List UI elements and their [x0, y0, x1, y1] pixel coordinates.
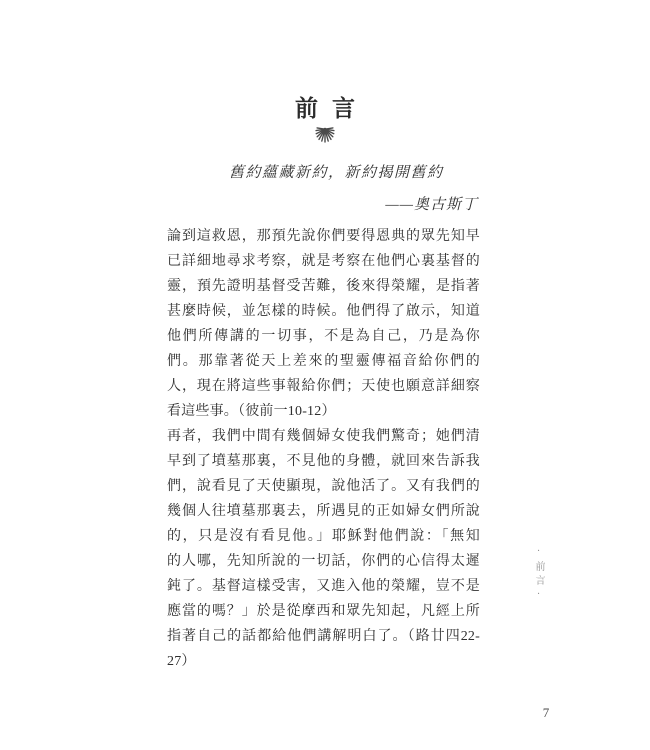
body-line: 再者，我們中間有幾個婦女使我們驚奇；她們清 [167, 429, 480, 444]
body-line: 早到了墳墓那裏，不見他的身體，就回來告訴我 [167, 454, 480, 469]
body-line: 鈍了。基督這樣受害，又進入他的榮耀，豈不是 [167, 579, 480, 594]
body-line: 甚麼時候，並怎樣的時候。他們得了啟示，知道 [167, 304, 480, 319]
body-line: 指著自己的話都給他們講解明白了。（路廿四22- [167, 629, 480, 644]
body-line: 27） [167, 654, 196, 669]
body-line: 們，說看見了天使顯現，說他活了。又有我們的 [167, 479, 480, 494]
body-text [167, 224, 480, 674]
page-title: 前言 [295, 96, 369, 121]
body-line: 的，只是沒有看見他。」耶穌對他們說：「無知 [167, 529, 480, 544]
body-line: 們。那靠著從天上差來的聖靈傳福音給你們的 [167, 354, 480, 369]
body-line: 看這些事。（彼前一10-12） [167, 404, 336, 419]
body-line: 靈，預先證明基督受苦難，後來得榮耀，是指著 [167, 279, 480, 294]
epigraph-attribution: ——奧古斯丁 [385, 197, 478, 213]
running-header-vertical: ·前言· [533, 546, 544, 604]
body-line: 應當的嗎？」於是從摩西和眾先知起，凡經上所 [167, 604, 480, 619]
page-number: 7 [542, 705, 550, 720]
body-line: 的人哪，先知所說的一切話，你們的心信得太遲 [167, 554, 480, 569]
fan-ornament-icon [307, 126, 343, 146]
body-line: 人，現在將這些事報給你們；天使也願意詳細察 [167, 379, 480, 394]
body-line: 論到這救恩，那預先說你們要得恩典的眾先知早 [167, 229, 480, 244]
body-line: 幾個人往墳墓那裏去，所遇見的正如婦女們所說 [167, 504, 480, 519]
body-line: 已詳細地尋求考察，就是考察在他們心裏基督的 [167, 254, 480, 269]
body-line: 他們所傳講的一切事，不是為自己，乃是為你 [167, 329, 480, 344]
epigraph-quote: 舊約蘊藏新約，新約揭開舊約 [229, 165, 444, 181]
